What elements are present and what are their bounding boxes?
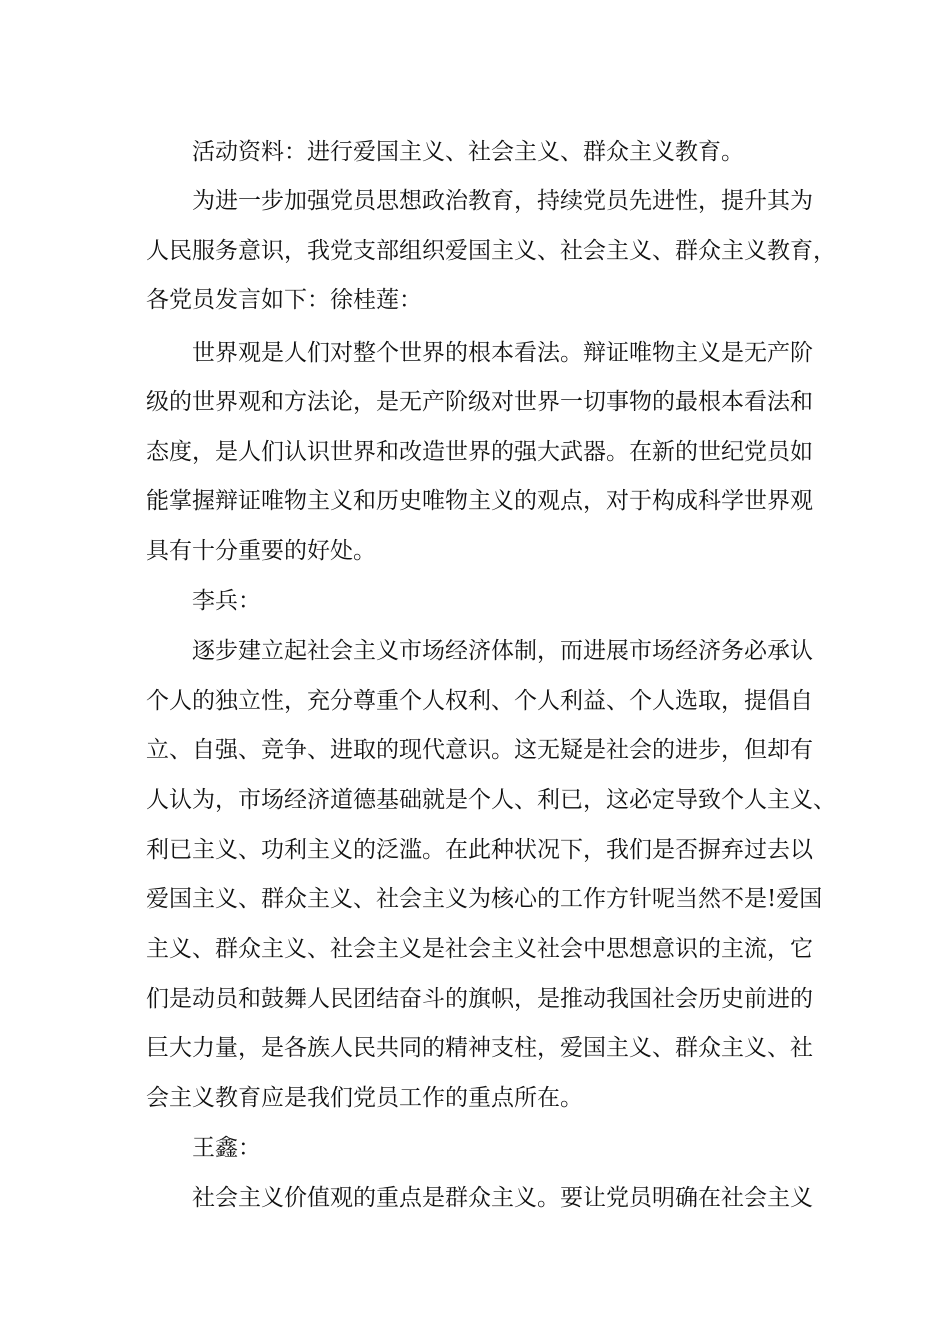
paragraph-line: 具有十分重要的好处。 [146,538,376,564]
paragraph-line: 主义、群众主义、社会主义是社会主义社会中思想意识的主流，它 [146,936,813,962]
paragraph-line: 会主义教育应是我们党员工作的重点所在。 [146,1085,583,1111]
paragraph-line: 各党员发言如下：徐桂莲： [146,287,422,313]
speaker-name: 王鑫： [192,1135,261,1161]
paragraph-line: 社会主义价值观的重点是群众主义。要让党员明确在社会主义 [192,1185,813,1211]
paragraph-line: 个人的独立性，充分尊重个人权利、个人利益、个人选取，提倡自 [146,688,813,714]
paragraph-line: 人认为，市场经济道德基础就是个人、利已，这必定导致个人主义、 [146,787,836,813]
activity-material-line: 活动资料：进行爱国主义、社会主义、群众主义教育。 [192,139,744,165]
paragraph-line: 人民服务意识，我党支部组织爱国主义、社会主义、群众主义教育， [146,238,836,264]
paragraph-line: 能掌握辩证唯物主义和历史唯物主义的观点，对于构成科学世界观 [146,488,813,514]
paragraph-line: 为进一步加强党员思想政治教育，持续党员先进性，提升其为 [192,188,813,214]
speaker-name: 李兵： [192,588,261,614]
paragraph-line: 态度，是人们认识世界和改造世界的强大武器。在新的世纪党员如 [146,439,813,465]
paragraph-line: 爱国主义、群众主义、社会主义为核心的工作方针呢当然不是!爱国 [146,886,823,912]
paragraph-line: 们是动员和鼓舞人民团结奋斗的旗帜，是推动我国社会历史前进的 [146,986,813,1012]
paragraph-line: 利已主义、功利主义的泛滥。在此种状况下，我们是否摒弃过去以 [146,837,813,863]
paragraph-line: 巨大力量，是各族人民共同的精神支柱，爱国主义、群众主义、社 [146,1035,813,1061]
paragraph-line: 世界观是人们对整个世界的根本看法。辩证唯物主义是无产阶 [192,340,813,366]
paragraph-line: 立、自强、竞争、进取的现代意识。这无疑是社会的进步，但却有 [146,737,813,763]
paragraph-line: 级的世界观和方法论，是无产阶级对世界一切事物的最根本看法和 [146,389,813,415]
paragraph-line: 逐步建立起社会主义市场经济体制，而进展市场经济务必承认 [192,638,813,664]
